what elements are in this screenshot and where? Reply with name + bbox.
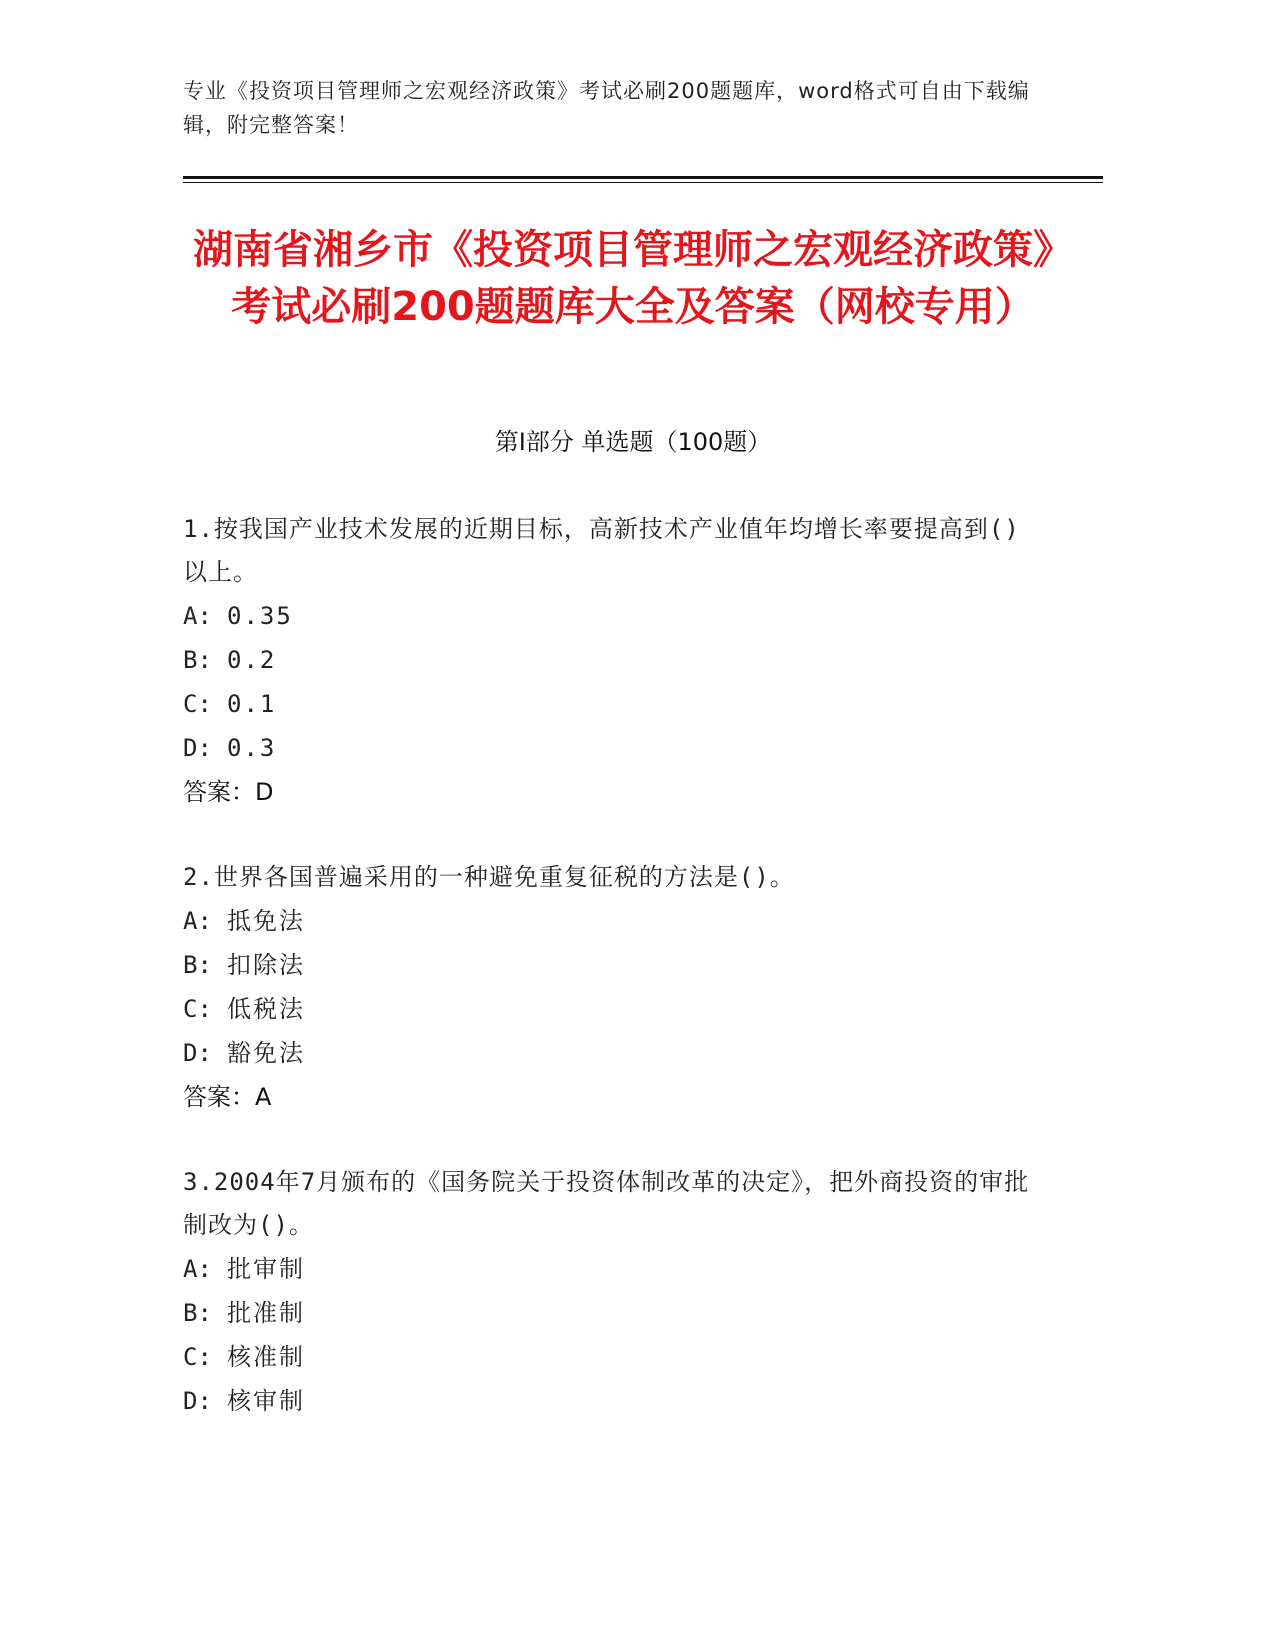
option-text: 0.35: [227, 602, 293, 630]
section-title: 第I部分 单选题（100题）: [494, 428, 772, 456]
option-letter: D:: [183, 1387, 212, 1415]
option-text: 抵免法: [227, 907, 305, 935]
option-text: 批审制: [227, 1255, 305, 1283]
option-text: 扣除法: [227, 951, 305, 979]
option-text: 0.3: [227, 734, 277, 762]
option-a: [183, 594, 1043, 638]
header-note: 专业《投资项目管理师之宏观经济政策》考试必刷200题题库，word格式可自由下载编辑，附完整答案！: [183, 79, 1030, 137]
option-letter: D:: [183, 1039, 212, 1067]
option-c: [183, 987, 1043, 1031]
option-text: 0.1: [227, 690, 277, 718]
option-letter: A:: [183, 602, 212, 630]
option-text: 核审制: [227, 1387, 305, 1415]
header-rule-thick: [183, 176, 1103, 179]
option-text: 核准制: [227, 1343, 305, 1371]
option-letter: A:: [183, 1255, 212, 1283]
option-c: [183, 1335, 1043, 1379]
option-letter: B:: [183, 951, 212, 979]
question-stem: 1.按我国产业技术发展的近期目标，高新技术产业值年均增长率要提高到()以上。: [183, 515, 1020, 586]
option-text: 0.2: [227, 646, 277, 674]
option-d: [183, 1031, 1043, 1075]
option-letter: B:: [183, 1299, 212, 1327]
option-c: [183, 682, 1043, 726]
option-letter: C:: [183, 1343, 212, 1371]
question-spacer: [183, 1119, 1043, 1161]
option-a: [183, 899, 1043, 943]
option-b: [183, 943, 1043, 987]
option-b: [183, 638, 1043, 682]
option-text: 豁免法: [227, 1039, 305, 1067]
option-text: 低税法: [227, 995, 305, 1023]
option-letter: D:: [183, 734, 212, 762]
answer: 答案：D: [183, 778, 274, 806]
option-letter: B:: [183, 646, 212, 674]
question-3: [183, 1161, 1043, 1423]
question-2: [183, 856, 1043, 1119]
question-spacer: [183, 814, 1043, 856]
option-a: [183, 1247, 1043, 1291]
question-list: [183, 508, 1043, 1423]
option-letter: C:: [183, 690, 212, 718]
option-d: [183, 726, 1043, 770]
option-letter: C:: [183, 995, 212, 1023]
option-d: [183, 1379, 1043, 1423]
option-b: [183, 1291, 1043, 1335]
question-1: [183, 508, 1043, 814]
question-stem: 2.世界各国普遍采用的一种避免重复征税的方法是()。: [183, 863, 795, 891]
header-rule-thin: [183, 182, 1103, 183]
option-text: 批准制: [227, 1299, 305, 1327]
answer: 答案：A: [183, 1083, 272, 1111]
document-title: 湖南省湘乡市《投资项目管理师之宏观经济政策》考试必刷200题题库大全及答案（网校专用）: [193, 227, 1073, 330]
option-letter: A:: [183, 907, 212, 935]
question-stem: 3.2004年7月颁布的《国务院关于投资体制改革的决定》，把外商投资的审批制改为()。: [183, 1168, 1030, 1239]
